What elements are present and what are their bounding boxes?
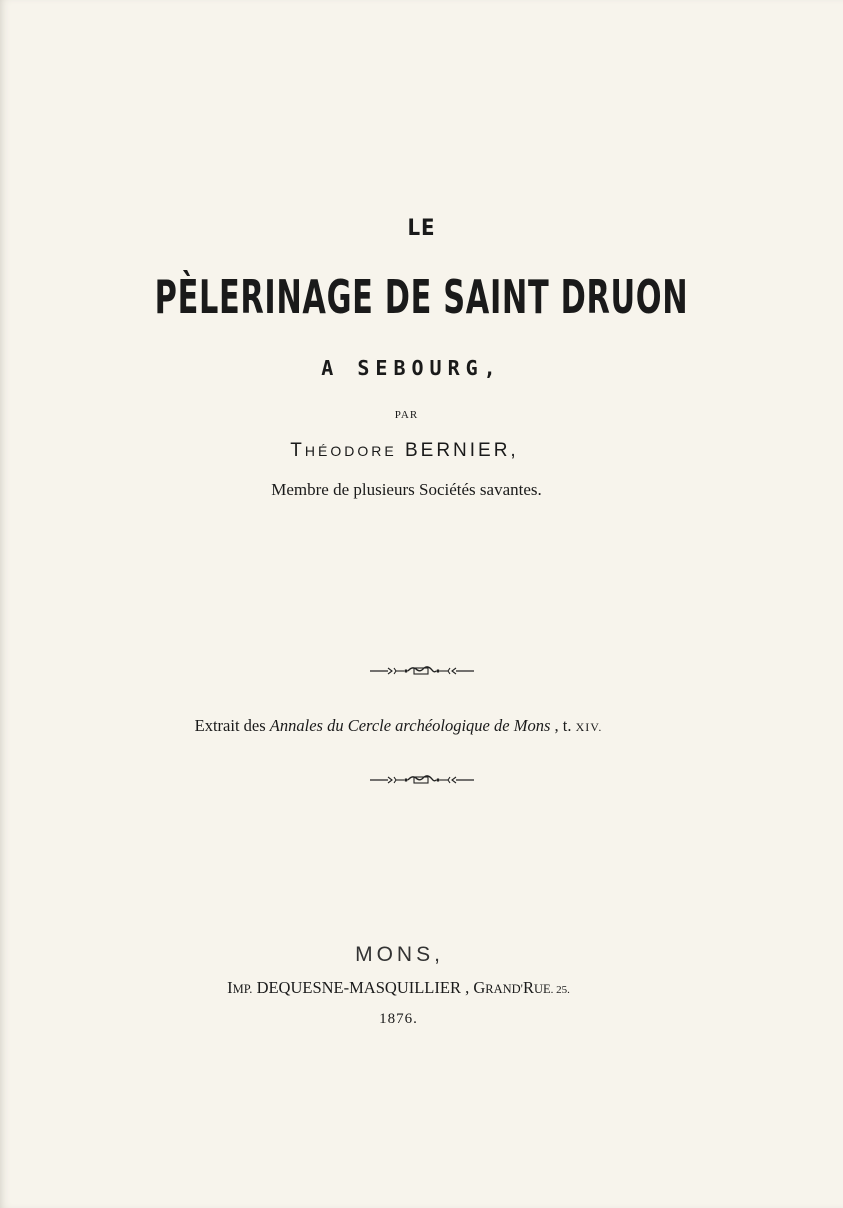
author-surname: BERNIER, <box>404 440 519 461</box>
author-membership: Membre de plusieurs Sociétés savantes. <box>271 480 542 499</box>
street-rest-1: RAND' <box>485 982 523 996</box>
author-initial: T <box>290 440 305 461</box>
volume-number: XIV. <box>575 720 603 734</box>
author-firstname-rest: HÉODORE <box>304 443 397 459</box>
ornamental-rule-icon <box>0 664 843 678</box>
street-number: . 25. <box>550 984 570 996</box>
printer-separator: , <box>460 978 474 997</box>
author-name <box>0 440 826 462</box>
title-place: A SEBOURG, <box>321 356 502 380</box>
extract-separator: , <box>550 716 563 735</box>
ornamental-rule-icon <box>0 773 843 787</box>
main-title: PÈLERINAGE DE SAINT DRUON <box>154 270 689 324</box>
imp-rest: MP. <box>232 982 253 996</box>
imprint-printer <box>0 978 820 998</box>
street-rest-2: UE <box>533 982 551 996</box>
printer-name: DEQUESNE-MASQUILLIER <box>256 978 461 997</box>
imprint-city: MONS, <box>355 943 444 966</box>
title-article: LE <box>407 216 436 241</box>
journal-title: Annales du Cercle archéologique de Mons <box>269 716 551 735</box>
volume-t: t. <box>562 716 576 735</box>
street-initial-2: R <box>522 978 534 997</box>
street-initial-1: G <box>473 978 486 997</box>
imprint-year: 1876. <box>379 1011 418 1027</box>
by-label: PAR <box>394 409 419 421</box>
imp-initial: I <box>227 978 233 997</box>
extract-note <box>0 716 820 736</box>
extract-prefix: Extrait des <box>194 716 270 735</box>
